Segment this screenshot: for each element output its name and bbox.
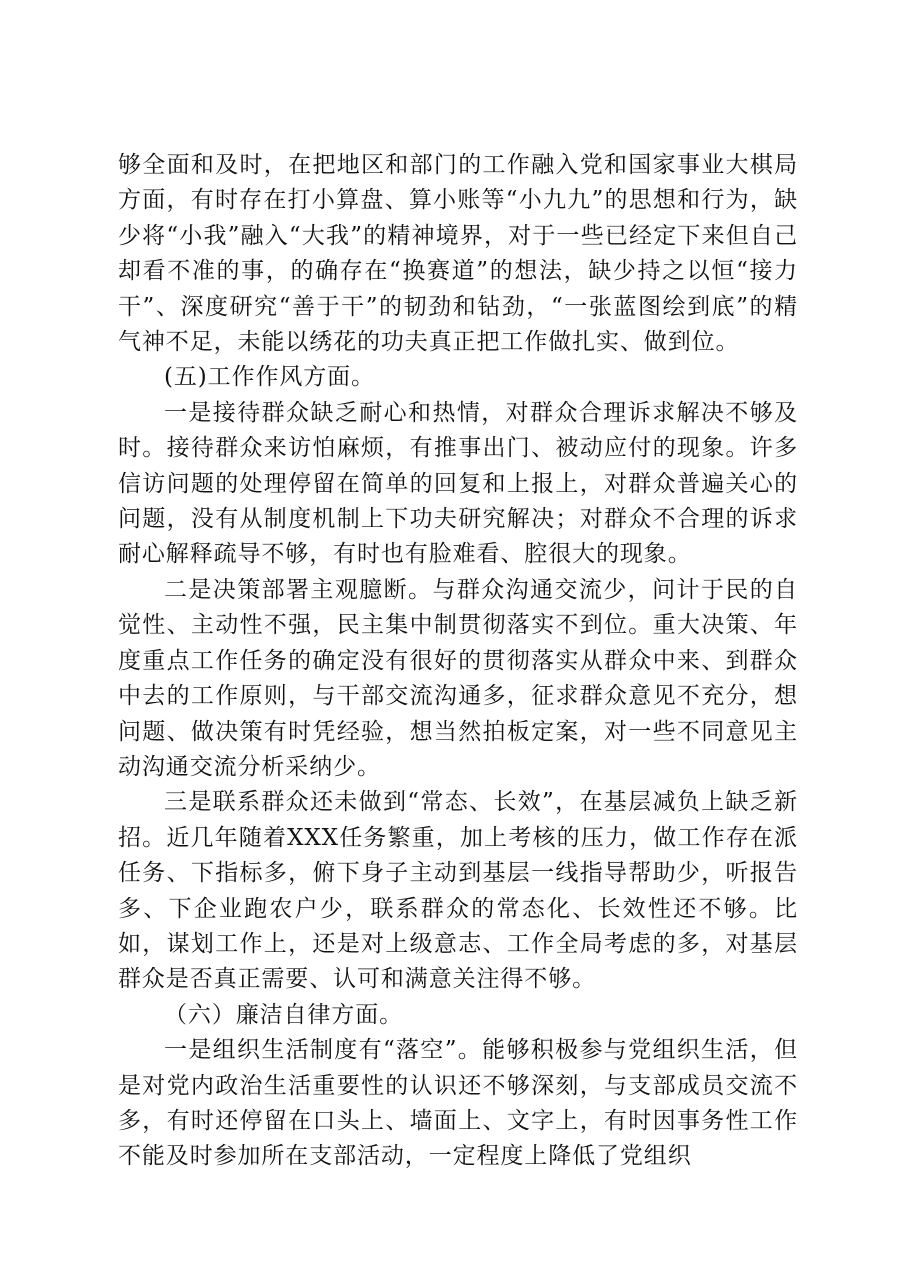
- paragraph-contact-masses: 三是联系群众还未做到“常态、长效”，在基层减负上缺乏新招。近几年随着XXX任务繁重，加上考核的压力，做工作存在派任务、下指标多，俯下身子主动到基层一线指导帮助少，听报告多、下企业跑农户少，联系群众的常态化、长效性还不够。比如，谋划工作上，还是对上级意志、工作全局考虑的多，对基层群众是否真正需要、认可和满意关注得不够。: [118, 789, 798, 993]
- paragraph-continued: 够全面和及时，在把地区和部门的工作融入党和国家事业大棋局方面，有时存在打小算盘、算小账等“小九九”的思想和行为，缺少将“小我”融入“大我”的精神境界，对于一些已经定下来但自己却看不准的事，的确存在“换赛道”的想法，缺少持之以恒“接力干”、深度研究“善于干”的韧劲和钻劲，“一张蓝图绘到底”的精气神不足，未能以绣花的功夫真正把工作做扎实、做到位。: [118, 152, 798, 356]
- paragraph-decision: 二是决策部署主观臆断。与群众沟通交流少，问计于民的自觉性、主动性不强，民主集中制贯彻落实不到位。重大决策、年度重点工作任务的确定没有很好的贯彻落实从群众中来、到群众中去的工作原则，与干部交流沟通多，征求群众意见不充分，想问题、做决策有时凭经验，想当然拍板定案，对一些不同意见主动沟通交流分析采纳少。: [118, 576, 798, 780]
- section-heading-work-style: (五)工作作风方面。: [164, 364, 375, 391]
- section-heading-integrity: （六）廉洁自律方面。: [164, 1001, 403, 1028]
- paragraph-organization-life: 一是组织生活制度有“落空”。能够积极参与党组织生活，但是对党内政治生活重要性的认识还不够深刻，与支部成员交流不多，有时还停留在口头上、墙面上、文字上，有时因事务性工作不能及时参加所在支部活动，一定程度上降低了党组织: [118, 1037, 798, 1170]
- paragraph-reception: 一是接待群众缺乏耐心和热情，对群众合理诉求解决不够及时。接待群众来访怕麻烦，有推事出门、被动应付的现象。许多信访问题的处理停留在简单的回复和上报上，对群众普遍关心的问题，没有从制度机制上下功夫研究解决；对群众不合理的诉求耐心解释疏导不够，有时也有脸难看、腔很大的现象。: [118, 399, 798, 568]
- document-body: [118, 148, 798, 1175]
